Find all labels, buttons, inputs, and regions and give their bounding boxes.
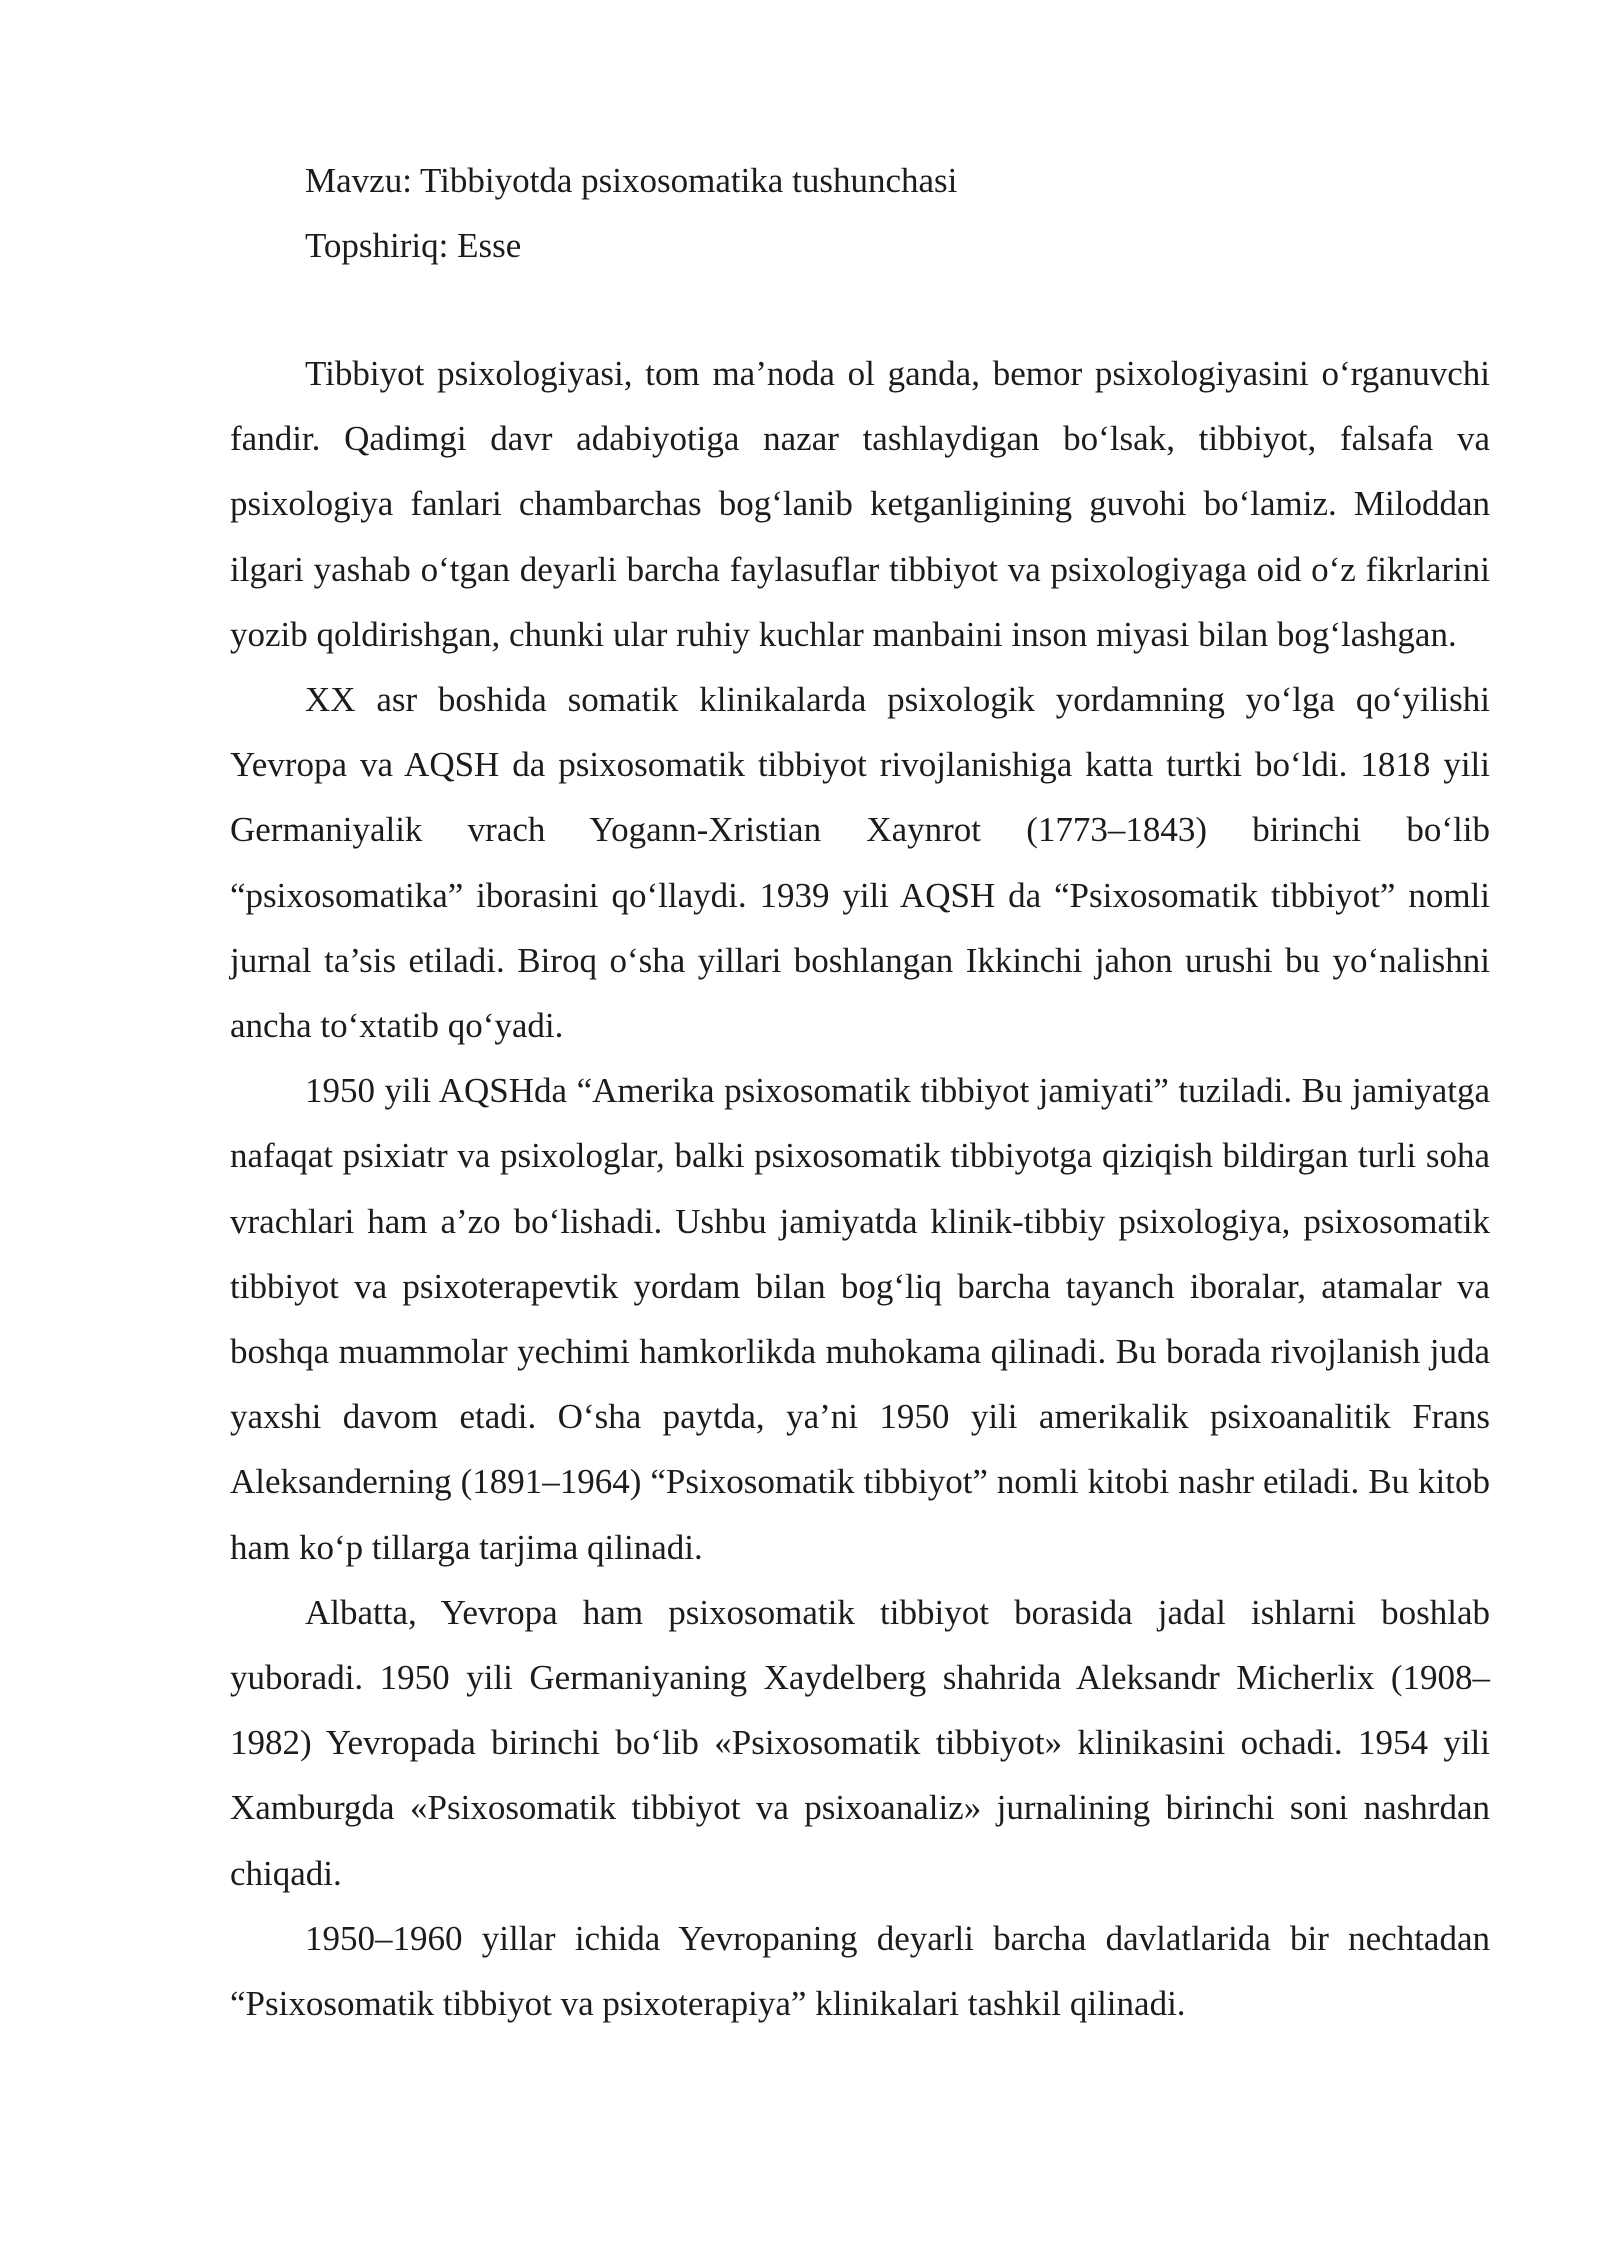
paragraph-4: Albatta, Yevropa ham psixosomatik tibbiyot borasida jadal ishlarni boshlab yuboradi. 1950 yili Germaniyaning Xaydelberg shahrida Aleksandr Micherlix (1908–1982) Yevropada birinchi bo‘lib «Psixosomatik tibbiyot» klinikasini ochadi. 1954 yili Xamburgda «Psixosomatik tibbiyot va psixoanaliz» jurnalining birinchi soni nashrdan chiqadi. (230, 1592, 1490, 1893)
paragraph-2: XX asr boshida somatik klinikalarda psixologik yordamning yo‘lga qo‘yilishi Yevropa va AQSH da psixosomatik tibbiyot rivojlanishiga katta turtki bo‘ldi. 1818 yili Germaniyalik vrach Yogann-Xristian Xaynrot (1773–1843) birinchi bo‘lib “psixosomatika” iborasini qo‘llaydi. 1939 yili AQSH da “Psixosomatik tibbiyot” nomli jurnal ta’sis etiladi. Biroq o‘sha yillari boshlangan Ikkinchi jahon urushi bu yo‘nalishni ancha to‘xtatib qo‘yadi. (230, 680, 1490, 1046)
topic-line: Mavzu: Tibbiyotda psixosomatika tushunchasi (305, 161, 958, 200)
paragraph-1: Tibbiyot psixologiyasi, tom ma’noda ol ganda, bemor psixologiyasini o‘rganuvchi fandir. Qadimgi davr adabiyotiga nazar tashlaydigan bo‘lsak, tibbiyot, falsafa va psixologiya fanlari chambarchas bog‘lanib ketganligining guvohi bo‘lamiz. Miloddan ilgari yashab o‘tgan deyarli barcha faylasuflar tibbiyot va psixologiyaga oid o‘z fikrlarini yozib qoldirishgan, chunki ular ruhiy kuchlar manbaini inson miyasi bilan bog‘lashgan. (230, 354, 1490, 654)
document-header (305, 148, 1505, 278)
task-line: Topshiriq: Esse (305, 226, 522, 265)
paragraph-5: 1950–1960 yillar ichida Yevropaning deyarli barcha davlatlarida bir nechtadan “Psixosomatik tibbiyot va psixoterapiya” klinikalari tashkil qilinadi. (230, 1918, 1490, 2024)
essay-body (230, 341, 1490, 2036)
paragraph-3: 1950 yili AQSHda “Amerika psixosomatik tibbiyot jamiyati” tuziladi. Bu jamiyatga nafaqat psixiatr va psixologlar, balki psixosomatik tibbiyotga qiziqish bildirgan turli soha vrachlari ham a’zo bo‘lishadi. Ushbu jamiyatda klinik-tibbiy psixologiya, psixosomatik tibbiyot va psixoterapevtik yordam bilan bog‘liq barcha tayanch iboralar, atamalar va boshqa muammolar yechimi hamkorlikda muhokama qilinadi. Bu borada rivojlanish juda yaxshi davom etadi. O‘sha paytda, ya’ni 1950 yili amerikalik psixoanalitik Frans Aleksanderning (1891–1964) “Psixosomatik tibbiyot” nomli kitobi nashr etiladi. Bu kitob ham ko‘p tillarga tarjima qilinadi. (230, 1071, 1490, 1567)
